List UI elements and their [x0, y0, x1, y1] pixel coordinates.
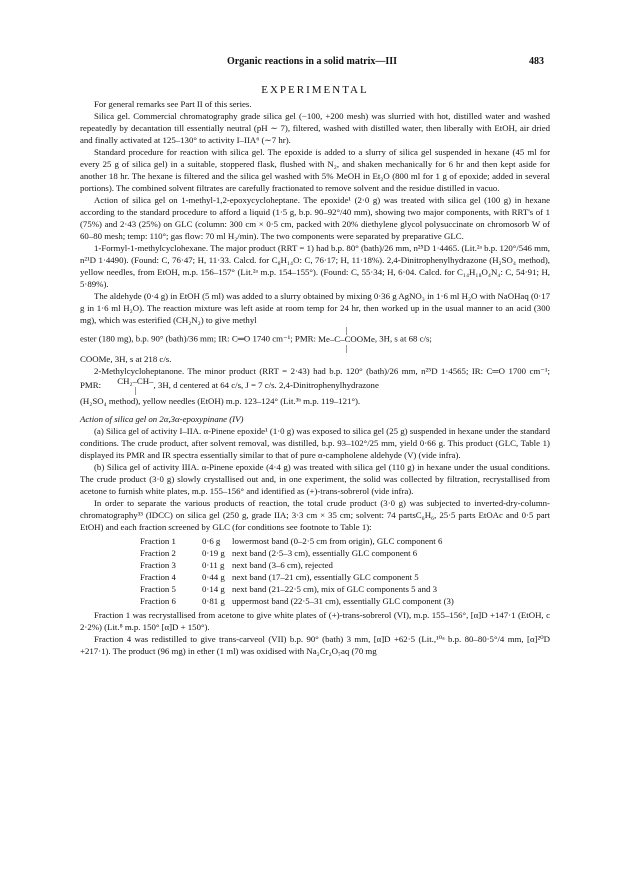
- fraction-name: Fraction 5: [140, 584, 176, 594]
- fraction-mass: 0·6 g: [202, 536, 221, 546]
- fraction-name: Fraction 6: [140, 596, 176, 606]
- paragraph-activity-iiia: (b) Silica gel of activity IIIA. α-Pinene epoxide (4·4 g) was treated with silica gel (110 g) in hexane under the usual conditions. The crude product (3·0 g) slowly crystallised out and, in one experiment, the solid was collected by filtration, recrystallised from acetone to furnish white plates, m.p. 155–156° and identified as (+)-trans-sobrerol (vide infra).: [80, 462, 550, 496]
- fraction-name: Fraction 2: [140, 548, 176, 558]
- pmr-structure-fragment-2: CH₂–CH– |: [117, 376, 154, 395]
- paragraph-standard-procedure: Standard procedure for reaction with silica gel. The epoxide is added to a slurry of silica gel suspended in hexane (45 ml for every 25 g of silica gel) in a suitable, stoppered flask, flushed with N₂, and shaken mechanically for 6 hr and then kept aside for another 18 hr. The hexane is filtered and the silica gel washed with 5% MeOH in Et₂O (800 ml for 1 g of epoxide; added in several portions). The combined solvent filtrates are carefully fractionated to remove solvent and the residue distilled in vacuo.: [80, 147, 550, 193]
- body-text: [80, 84, 550, 657]
- fraction-name: Fraction 3: [140, 560, 176, 570]
- fraction-mass: 0·81 g: [202, 596, 225, 606]
- paragraph-coome: [80, 353, 550, 365]
- fraction-name: Fraction 4: [140, 572, 176, 582]
- paragraph-idcc: In order to separate the various products of reaction, the total crude product (3·0 g) was subjected to inverted-dry-column-chromatography³³ (IDCC) on silica gel (250 g, grade IIA; 3·3 cm × 35 cm; solvent: 74 partsC₆H₆, 25·5 parts EtOAc and 0·5 part EtOH) and each fraction screened by GLC (for conditions see footnote to Table 1):: [80, 498, 550, 532]
- running-title: Organic reactions in a solid matrix—III: [226, 56, 398, 67]
- fraction-description: next band (3–6 cm), rejected: [232, 560, 333, 570]
- paragraph-dnp-method: (H₂SO₄ method), yellow needles (EtOH) m.p. 123–124° (Lit.³ᵇ m.p. 119–121°).: [80, 396, 361, 406]
- fraction-row: [140, 571, 550, 583]
- fraction-list: [140, 535, 550, 607]
- fraction-description: next band (2·5–3 cm), essentially GLC component 6: [232, 548, 418, 558]
- fraction-mass: 0·11 g: [202, 560, 225, 570]
- fraction-row: [140, 595, 550, 607]
- page-number: 483: [529, 56, 544, 67]
- structure-label: Me–C–COOMe: [318, 334, 375, 344]
- fraction-description: next band (21–22·5 cm), mix of GLC components 5 and 3: [232, 584, 437, 594]
- ester-text-tail: , 3H, s at 68 c/s;: [374, 333, 432, 344]
- paragraph-silica-gel: Silica gel. Commercial chromatography grade silica gel (−100, +200 mesh) was slurried with hot, distilled water and washed repeatedly by decantation till essentially neutral (pH ∼ 7), filtered, washed with distilled water, then liberally with EtOH, air dried and finally activated at 125–130° to activity I–IIA⁶ (∼7 hr).: [80, 111, 550, 145]
- paragraph-methyl-ester: [80, 326, 550, 353]
- fraction-description: uppermost band (22·5–31 cm), essentially GLC component (3): [232, 596, 454, 606]
- cycloheptanone-text-tail: , 3H, d centered at 64 c/s, J = 7 c/s. 2,4-Dinitrophenylhydrazone: [153, 380, 379, 391]
- structure-label-2: CH₂–CH–: [117, 376, 154, 386]
- ester-text: ester (180 mg), b.p. 90° (bath)/36 mm; IR: C═O 1740 cm⁻¹; PMR:: [80, 333, 316, 344]
- paragraph-fraction-1: Fraction 1 was recrystallised from acetone to give white plates of (+)-trans-sobrerol (VI), m.p. 155–156°, [α]D +147·1 (EtOH, c 2·2%) (Lit.⁸ m.p. 150° [α]D + 150°).: [80, 610, 550, 632]
- subsection-heading-epoxypinane: Action of silica gel on 2α,3α-epoxypinane (IV): [80, 414, 244, 424]
- paragraph-formyl-methylcyclohexane: 1-Formyl-1-methylcyclohexane. The major product (RRT = 1) had b.p. 80° (bath)/26 mm, n²⁵D 1·4465. (Lit.²ᵃ b.p. 120°/546 mm, n²¹D 1·4490). (Found: C, 76·47; H, 11·33. Calcd. for C₈H₁₄O: C, 76·17; H, 11·18%). 2,4-Dinitrophenylhydrazone (H₂SO₄ method), yellow needles, from EtOH, m.p. 156–157° (Lit.²ᵃ m.p. 154–155°). (Found: C, 55·34; H, 6·04. Calcd. for C₁₄H₁₈O₄N₄: C, 54·91; H, 5·89%).: [80, 243, 550, 289]
- paragraph-methylcycloheptanone: [80, 365, 550, 395]
- cycloheptanone-text: 2-Methylcycloheptanone. The minor product (RRT = 2·43) had b.p. 120° (bath)/26 mm, n²⁵D 1·4565; IR: C═O 1700 cm⁻¹; PMR:: [80, 366, 550, 391]
- coome-label: COOMe: [80, 354, 111, 364]
- running-head: [80, 56, 544, 70]
- fraction-row: [140, 535, 550, 547]
- fraction-description: next band (17–21 cm), essentially GLC component 5: [232, 572, 419, 582]
- fraction-row: [140, 559, 550, 571]
- fraction-mass: 0·19 g: [202, 548, 225, 558]
- coome-text: , 3H, s at 218 c/s.: [110, 354, 172, 364]
- fraction-row: [140, 583, 550, 595]
- paragraph-methyl-epoxycycloheptane: Action of silica gel on 1-methyl-1,2-epoxycycloheptane. The epoxide¹ (2·0 g) was treated with silica gel (100 g) in hexane according to the standard procedure to afford a liquid (1·5 g, b.p. 90–92°/40 mm), showing two major components, with RRT's of 1 (75%) and 2·43 (25%) on GLC (column: 300 cm × 0·5 cm, packed with 20% diethylene glycol polysuccinate on chromosorb W of 60–80 mesh; temp: 110°; gas flow: 70 ml H₂/min). The two components were separated by preparative GLC.: [80, 195, 550, 241]
- paragraph-aldehyde-oxidation: The aldehyde (0·4 g) in EtOH (5 ml) was added to a slurry obtained by mixing 0·36 g AgNO₃ in 1·6 ml H₂O with NaOHaq (0·17 g in 1·6 ml H₂O). The reaction mixture was left aside at room temp for 24 hr, then worked up in the usual manner to an acid (300 mg), which was esterified (CH₂N₂) to give methyl: [80, 291, 550, 325]
- paragraph-activity-i-iia: (a) Silica gel of activity I–IIA. α-Pinene epoxide¹ (1·0 g) was exposed to silica gel (25 g) suspended in hexane under the standard conditions. The crude product, after solvent removal, was distilled, b.p. 93–102°/25 mm, yield 0·66 g. This product (GLC, Table 1) displayed its PMR and IR spectra essentially similar to that of pure α-campholene aldehyde (V) (vide infra).: [80, 426, 550, 460]
- fraction-mass: 0·44 g: [202, 572, 225, 582]
- pmr-structure-fragment: | Me–C–COOMe |: [318, 325, 375, 353]
- section-heading: EXPERIMENTAL: [261, 84, 369, 96]
- paragraph-fraction-4: Fraction 4 was redistilled to give trans-carveol (VII) b.p. 90° (bath) 3 mm, [α]D +62·5 (Lit.,¹⁰ᵃ b.p. 80–80·5°/4 mm, [α]²⁰D +217·1). The product (96 mg) in ether (1 ml) was oxidised with Na₂Cr₂O₇aq (70 mg: [80, 634, 550, 656]
- fraction-row: [140, 547, 550, 559]
- fraction-description: lowermost band (0–2·5 cm from origin), GLC component 6: [232, 536, 443, 546]
- paragraph-general-remarks: For general remarks see Part II of this series.: [94, 99, 252, 109]
- fraction-mass: 0·14 g: [202, 584, 225, 594]
- fraction-name: Fraction 1: [140, 536, 176, 546]
